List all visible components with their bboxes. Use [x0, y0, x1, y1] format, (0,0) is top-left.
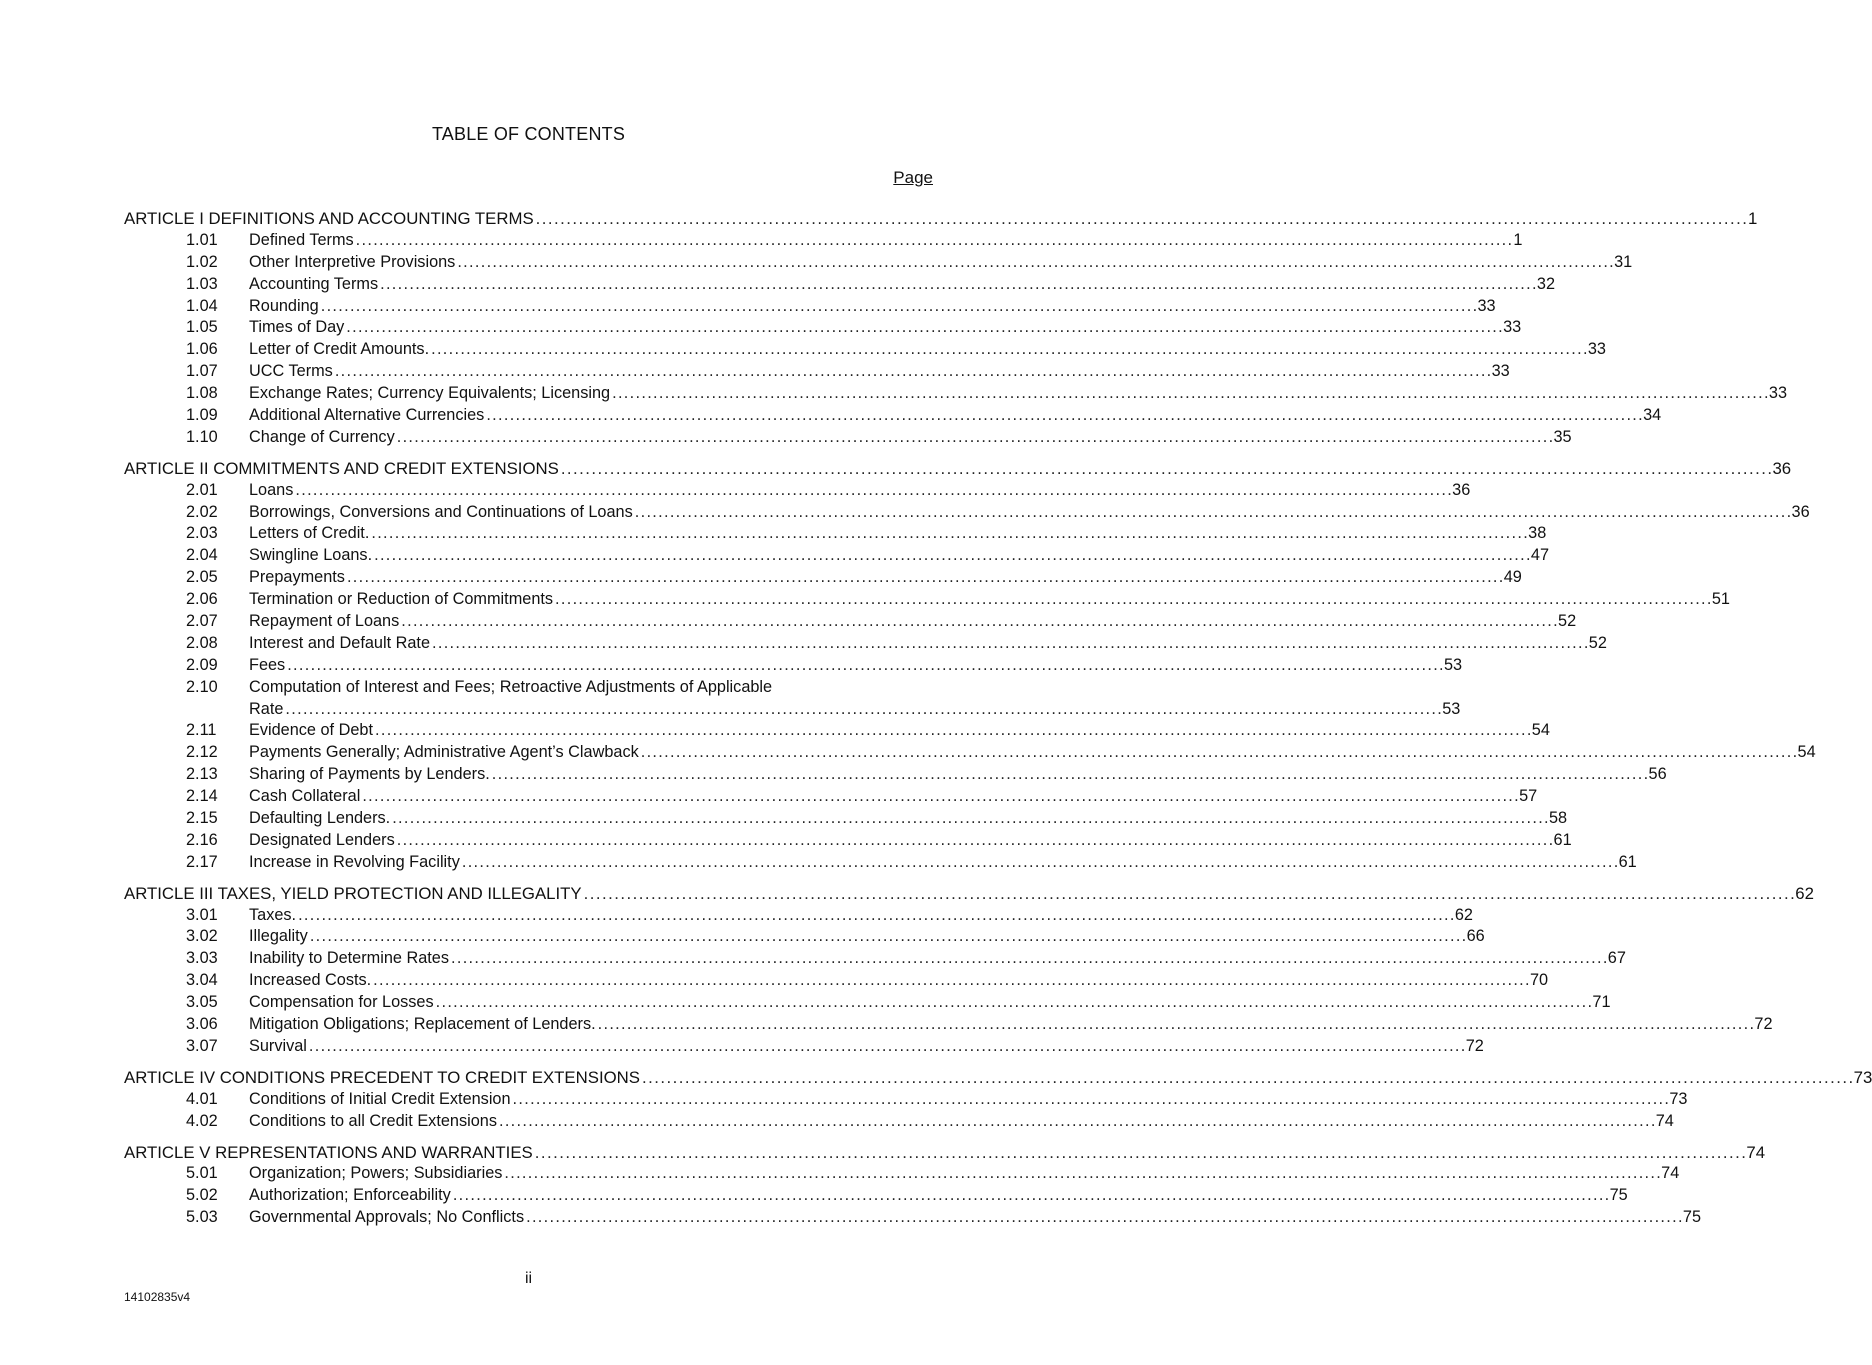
toc-section-entry[interactable]	[186, 611, 1577, 633]
toc-section-entry[interactable]	[186, 786, 1538, 808]
section-number: 2.05	[186, 568, 218, 587]
section-number: 2.15	[186, 809, 218, 828]
section-number: 2.13	[186, 765, 218, 784]
section-number: 2.08	[186, 633, 218, 652]
section-page-number: 49	[1503, 568, 1522, 587]
section-number: 1.05	[186, 318, 218, 337]
dot-leader	[356, 230, 1511, 252]
section-number: 1.06	[186, 340, 218, 359]
toc-section-entry[interactable]	[186, 808, 1568, 830]
toc-section-entry[interactable]	[186, 633, 1607, 655]
section-page-number: 1	[1513, 230, 1523, 249]
dot-leader	[535, 1142, 1745, 1164]
toc-article-entry[interactable]	[124, 208, 1758, 230]
section-page-number: 35	[1553, 427, 1572, 446]
dot-leader	[373, 970, 1528, 992]
toc-section-entry[interactable]	[186, 230, 1523, 252]
toc-section-entry[interactable]	[186, 764, 1667, 786]
section-title: Swingline Loans.	[249, 546, 373, 565]
article-heading: ARTICLE V REPRESENTATIONS AND WARRANTIES	[124, 1142, 533, 1162]
article-heading: ARTICLE I DEFINITIONS AND ACCOUNTING TERMS	[124, 208, 534, 228]
toc-article	[124, 1142, 1766, 1230]
section-title: Repayment of Loans	[249, 612, 400, 631]
toc-article	[124, 458, 1816, 874]
section-title: Change of Currency	[249, 427, 395, 446]
dot-leader	[287, 655, 1442, 677]
footer-page-number: ii	[524, 1270, 533, 1287]
toc-section-entry[interactable]	[186, 589, 1730, 611]
dot-leader	[462, 852, 1617, 874]
section-number: 2.17	[186, 852, 218, 871]
dot-leader	[584, 883, 1794, 905]
table-of-contents	[124, 208, 1872, 1229]
section-number: 2.16	[186, 830, 218, 849]
section-page-number: 33	[1587, 340, 1606, 359]
toc-section-entry[interactable]	[186, 274, 1556, 296]
section-page-number: 54	[1531, 721, 1550, 740]
section-number: 2.10	[186, 677, 218, 696]
dot-leader	[526, 1207, 1681, 1229]
section-number: 2.04	[186, 546, 218, 565]
section-title: Termination or Reduction of Commitments	[249, 590, 554, 609]
dot-leader	[392, 808, 1547, 830]
section-page-number: 73	[1669, 1089, 1688, 1108]
section-title: Additional Alternative Currencies	[249, 406, 485, 424]
section-page-number: 33	[1477, 296, 1496, 315]
section-number: 1.04	[186, 296, 218, 315]
toc-section-entry[interactable]	[186, 252, 1633, 274]
section-page-number: 47	[1530, 546, 1550, 565]
section-title: Authorization; Enforceability	[249, 1186, 451, 1205]
section-page-number: 33	[1768, 384, 1788, 403]
dot-leader	[598, 1014, 1753, 1036]
section-title: Defined Terms	[249, 230, 354, 249]
toc-section-continuation[interactable]	[124, 699, 1461, 721]
dot-leader	[504, 1163, 1659, 1185]
dot-leader	[555, 589, 1710, 611]
section-page-number: 61	[1618, 852, 1637, 871]
toc-section-entry[interactable]	[186, 1089, 1688, 1111]
article-page-number: 73	[1853, 1067, 1872, 1087]
article-heading: ARTICLE II COMMITMENTS AND CREDIT EXTENSIONS	[124, 458, 559, 478]
dot-leader	[374, 545, 1529, 567]
article-page-number: 62	[1795, 883, 1814, 903]
section-number: 1.07	[186, 362, 218, 381]
document-id: 14102835v4	[124, 1290, 191, 1304]
dot-leader	[451, 948, 1606, 970]
dot-leader	[295, 480, 1450, 502]
section-page-number: 72	[1754, 1015, 1773, 1034]
section-number: 3.01	[186, 905, 218, 924]
section-page-number: 61	[1553, 830, 1572, 849]
toc-section-entry[interactable]	[186, 502, 1810, 524]
toc-section-entry[interactable]	[186, 742, 1816, 764]
section-title: Borrowings, Conversions and Continuations of Loans	[249, 502, 633, 521]
section-page-number: 74	[1655, 1111, 1674, 1130]
dot-leader	[375, 720, 1530, 742]
section-number: 5.03	[186, 1208, 218, 1227]
dot-leader	[431, 339, 1586, 361]
dot-leader	[285, 699, 1440, 721]
section-page-number: 58	[1548, 809, 1568, 828]
section-number: 3.04	[186, 971, 218, 990]
section-title: Survival	[249, 1036, 307, 1055]
section-title: Sharing of Payments by Lenders.	[249, 765, 490, 784]
toc-section-entry[interactable]	[186, 545, 1550, 567]
toc-section-entry[interactable]	[186, 655, 1463, 677]
section-title: Increased Costs.	[249, 971, 372, 990]
section-page-number: 62	[1454, 905, 1473, 924]
dot-leader	[346, 317, 1501, 339]
section-page-number: 71	[1592, 993, 1611, 1012]
toc-section-entry[interactable]	[186, 1207, 1702, 1229]
section-title: Designated Lenders	[249, 830, 395, 849]
section-title: Inability to Determine Rates	[249, 949, 449, 968]
section-number: 1.02	[186, 252, 218, 271]
toc-section-entry[interactable]	[186, 830, 1572, 852]
section-title: Illegality	[249, 927, 308, 946]
section-title: Payments Generally; Administrative Agent’s Clawback	[249, 743, 639, 762]
section-page-number: 72	[1465, 1036, 1484, 1055]
section-number: 3.07	[186, 1036, 218, 1055]
section-title: Compensation for Losses	[249, 993, 434, 1012]
section-number: 2.06	[186, 590, 218, 609]
toc-article-entry[interactable]	[124, 458, 1792, 480]
toc-section-entry[interactable]	[186, 970, 1549, 992]
toc-section-entry[interactable]	[186, 480, 1471, 502]
toc-article-entry[interactable]	[124, 1067, 1872, 1089]
toc-article	[124, 1067, 1872, 1133]
section-page-number: 36	[1452, 480, 1471, 499]
section-number: 2.09	[186, 655, 218, 674]
section-title: Letter of Credit Amounts.	[249, 340, 430, 359]
toc-article	[124, 883, 1814, 1058]
dot-leader	[309, 1036, 1464, 1058]
section-title: Rounding	[249, 296, 319, 315]
article-heading: ARTICLE III TAXES, YIELD PROTECTION AND ILLEGALITY	[124, 883, 582, 903]
toc-section-entry[interactable]	[186, 361, 1510, 383]
dot-leader	[380, 274, 1535, 296]
section-page-number: 52	[1588, 633, 1607, 652]
section-page-number: 56	[1648, 765, 1667, 784]
section-number: 3.03	[186, 949, 218, 968]
section-page-number: 32	[1536, 274, 1556, 293]
section-title: Exchange Rates; Currency Equivalents; Licensing	[249, 384, 611, 403]
toc-article-entry[interactable]	[124, 883, 1814, 905]
toc-title: TABLE OF CONTENTS	[431, 124, 626, 144]
section-title: Organization; Powers; Subsidiaries	[249, 1164, 503, 1183]
section-number: 1.08	[186, 384, 218, 403]
section-number: 2.12	[186, 743, 218, 762]
section-title-continuation: Rate	[249, 699, 284, 718]
section-number: 2.07	[186, 612, 218, 631]
section-page-number: 70	[1529, 971, 1549, 990]
dot-leader	[397, 830, 1552, 852]
section-title: Fees	[249, 655, 286, 674]
dot-leader	[513, 1089, 1668, 1111]
dot-leader	[536, 208, 1746, 230]
section-page-number: 66	[1466, 927, 1485, 946]
toc-section-entry[interactable]	[186, 948, 1626, 970]
section-title: Conditions of Initial Credit Extension	[249, 1089, 511, 1108]
dot-leader	[321, 296, 1476, 318]
section-title: Accounting Terms	[249, 274, 379, 293]
section-page-number: 75	[1609, 1186, 1628, 1205]
section-title: Other Interpretive Provisions	[249, 252, 456, 271]
section-title: Defaulting Lenders.	[249, 809, 391, 828]
toc-section-entry[interactable]	[186, 720, 1550, 742]
toc-section-entry[interactable]	[186, 677, 933, 699]
toc-section-entry[interactable]	[186, 1185, 1628, 1207]
toc-section-entry[interactable]	[186, 1036, 1484, 1058]
section-title: Interest and Default Rate	[249, 633, 431, 652]
section-number: 1.03	[186, 274, 218, 293]
dot-leader	[335, 361, 1490, 383]
section-title: Governmental Approvals; No Conflicts	[249, 1208, 525, 1227]
section-number: 2.02	[186, 502, 218, 521]
section-number: 2.11	[186, 721, 217, 740]
article-page-number: 74	[1746, 1142, 1766, 1162]
section-number: 2.03	[186, 524, 218, 543]
section-title: Prepayments	[249, 568, 345, 587]
section-page-number: 53	[1442, 699, 1461, 718]
dot-leader	[298, 905, 1453, 927]
toc-section-entry[interactable]	[186, 383, 1788, 405]
article-heading: ARTICLE IV CONDITIONS PRECEDENT TO CREDIT EXTENSIONS	[124, 1067, 640, 1087]
section-number: 1.10	[186, 427, 218, 446]
section-page-number: 52	[1558, 612, 1577, 631]
article-page-number: 36	[1772, 458, 1792, 478]
toc-section-entry[interactable]	[186, 339, 1606, 361]
section-title: Loans	[249, 480, 294, 499]
section-title: Computation of Interest and Fees; Retroactive Adjustments of Applicable	[249, 677, 773, 696]
toc-section-entry[interactable]	[186, 567, 1522, 589]
dot-leader	[310, 926, 1465, 948]
section-title: Conditions to all Credit Extensions	[249, 1111, 497, 1130]
section-number: 4.02	[186, 1111, 218, 1130]
dot-leader	[492, 764, 1647, 786]
section-page-number: 33	[1491, 362, 1510, 381]
section-number: 5.01	[186, 1164, 218, 1183]
section-title: Letters of Credit.	[249, 524, 370, 543]
section-page-number: 53	[1443, 655, 1463, 674]
toc-section-entry[interactable]	[186, 852, 1637, 874]
toc-section-entry[interactable]	[186, 427, 1572, 449]
section-title: Taxes.	[249, 905, 297, 924]
toc-section-entry[interactable]	[186, 1014, 1773, 1036]
section-number: 5.02	[186, 1186, 218, 1205]
toc-section-entry[interactable]	[186, 523, 1547, 545]
section-number: 4.01	[186, 1089, 218, 1108]
section-page-number: 67	[1607, 949, 1626, 968]
dot-leader	[436, 992, 1591, 1014]
dot-leader	[642, 1067, 1852, 1089]
section-number: 3.02	[186, 927, 218, 946]
section-number: 3.06	[186, 1015, 218, 1034]
section-number: 1.09	[186, 406, 218, 424]
dot-leader	[432, 633, 1587, 655]
dot-leader	[453, 1185, 1608, 1207]
section-title: Mitigation Obligations; Replacement of Lenders.	[249, 1015, 596, 1034]
dot-leader	[486, 405, 1641, 427]
section-page-number: 33	[1503, 318, 1522, 337]
toc-section-entry[interactable]	[186, 296, 1496, 318]
section-title: Times of Day	[249, 318, 345, 337]
dot-leader	[371, 523, 1526, 545]
section-page-number: 74	[1661, 1164, 1680, 1183]
dot-leader	[397, 427, 1552, 449]
section-page-number: 51	[1711, 590, 1730, 609]
toc-section-entry[interactable]	[186, 1163, 1680, 1185]
section-number: 2.14	[186, 787, 218, 806]
toc-section-entry[interactable]	[186, 992, 1611, 1014]
dot-leader	[362, 786, 1517, 808]
toc-section-entry[interactable]	[186, 317, 1522, 339]
section-title: Evidence of Debt	[249, 721, 373, 740]
section-page-number: 31	[1614, 252, 1633, 271]
toc-article-entry[interactable]	[124, 1142, 1766, 1164]
dot-leader	[612, 383, 1767, 405]
dot-leader	[457, 252, 1612, 274]
dot-leader	[561, 458, 1771, 480]
section-page-number: 57	[1519, 787, 1538, 806]
toc-article	[124, 208, 1788, 449]
section-page-number: 36	[1791, 502, 1810, 521]
toc-section-entry[interactable]	[186, 1111, 1674, 1133]
section-title: Increase in Revolving Facility	[249, 852, 460, 871]
section-number: 1.01	[186, 230, 218, 249]
dot-leader	[401, 611, 1556, 633]
dot-leader	[347, 567, 1502, 589]
section-title: UCC Terms	[249, 362, 333, 381]
section-page-number: 75	[1682, 1208, 1702, 1227]
section-page-number: 54	[1797, 743, 1816, 762]
section-number: 2.01	[186, 480, 218, 499]
section-page-number: 34	[1643, 406, 1662, 424]
section-number: 3.05	[186, 993, 218, 1012]
toc-section-entry[interactable]	[186, 405, 1662, 427]
toc-section-entry[interactable]	[186, 927, 1485, 949]
section-title: Cash Collateral	[249, 787, 361, 806]
toc-section-entry[interactable]	[186, 905, 1473, 927]
page-column-heading: Page	[893, 168, 933, 187]
article-page-number: 1	[1747, 208, 1758, 228]
section-page-number: 38	[1528, 524, 1547, 543]
dot-leader	[635, 502, 1790, 524]
dot-leader	[499, 1111, 1654, 1133]
dot-leader	[641, 742, 1796, 764]
